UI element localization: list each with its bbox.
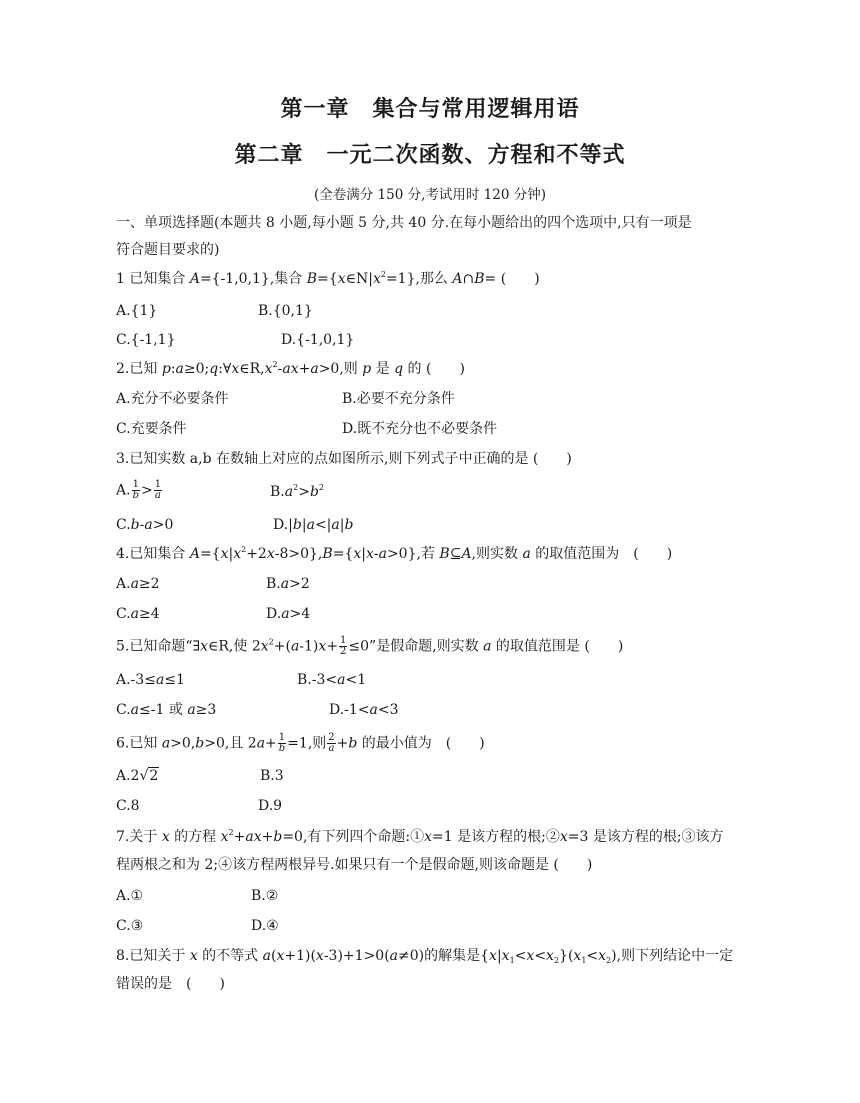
question-7-option-d[interactable]: D.④ (251, 918, 279, 934)
question-4-option-a[interactable]: A.a≥2 (116, 576, 160, 592)
question-5-stem: 5.已知命题“∃x∈R,使 $2x^2+(a-1)x+$ $\frac{1}{2}$ ≤0”是假命题,则实数 a 的取值范围是 ( ) (116, 635, 624, 657)
question-3-option-b[interactable]: $B.a^2>b^2$ (270, 483, 324, 500)
question-1-option-a[interactable]: A.{1} (116, 303, 158, 319)
question-2-option-d[interactable]: D.既不充分也不必要条件 (342, 421, 498, 437)
question-2-option-c[interactable]: C.充要条件 (116, 421, 187, 437)
question-6-stem: 6.已知 a>0,b>0,且 2a+ $\frac{1}{b}$ =1,则 $\frac{2}{a}$ +b 的最小值为 ( ) (116, 732, 485, 754)
question-3-option-c[interactable]: C.b-a>0 (116, 517, 174, 533)
question-2-stem: 2.已知 $p:a\ge 0;q:\forall x\in R,x^2-ax+a>0$,则 p 是 q 的 ( ) (116, 360, 465, 377)
question-4-option-b[interactable]: B.a>2 (266, 576, 310, 592)
section-instructions-line2: 符合题目要求的) (116, 242, 220, 258)
chapter-1-title: 第一章 集合与常用逻辑用语 (280, 97, 580, 122)
question-6-option-a[interactable]: A.2√2 (116, 768, 159, 784)
question-5-option-d[interactable]: D.-1<a<3 (329, 702, 399, 718)
exam-note: (全卷满分 150 分,考试用时 120 分钟) (313, 187, 547, 203)
question-6-option-b[interactable]: B.3 (260, 768, 284, 784)
question-3-option-a[interactable]: A. $\frac{1}{b}$ > $\frac{1}{a}$ (116, 479, 162, 501)
chapter-2-title: 第二章 一元二次函数、方程和不等式 (234, 143, 626, 168)
question-1-option-c[interactable]: C.{-1,1} (116, 332, 176, 348)
question-8-stem-line2: 错误的是 ( ) (116, 976, 225, 992)
question-5-option-a[interactable]: A.-3≤a≤1 (116, 672, 185, 688)
question-7-option-b[interactable]: B.② (251, 888, 279, 904)
question-1-option-d[interactable]: D.{-1,0,1} (281, 332, 355, 348)
question-4-option-c[interactable]: C.a≥4 (116, 606, 160, 622)
question-4-stem: 4.已知集合 $A=\{x|x^2+2x-8>0\},B=\{x|x-a>0\}$,若 B⊆A,则实数 a 的取值范围为 ( ) (116, 545, 673, 562)
question-1-stem: 1 已知集合 A={-1,0,1},集合 $B=\{x\in N|x^2=1\}$,那么 A∩B= ( ) (116, 270, 540, 287)
question-8-stem-line1: 8.已知关于 x 的不等式 a(x+1)(x-3)+1>0(a≠0)的解集是$\{x|x_1<x<x_2\}(x_1<x_2)$,则下列结论中一定 (116, 948, 734, 965)
question-5-option-b[interactable]: B.-3<a<1 (297, 672, 367, 688)
question-6-option-d[interactable]: D.9 (258, 798, 283, 814)
question-3-stem: 3.已知实数 a,b 在数轴上对应的点如图所示,则下列式子中正确的是 ( ) (116, 451, 572, 467)
question-3-option-d[interactable]: D.|b|a<|a|b (273, 517, 354, 533)
question-1-option-b[interactable]: B.{0,1} (258, 303, 313, 319)
question-2-option-a[interactable]: A.充分不必要条件 (116, 391, 229, 407)
question-7-option-c[interactable]: C.③ (116, 918, 144, 934)
question-7-stem-line1: 7.关于 x 的方程 $x^2+ax+b=0$,有下列四个命题:①x=1 是该方程的根;②x=3 是该方程的根;③该方 (116, 828, 724, 845)
question-2-option-b[interactable]: B.必要不充分条件 (342, 391, 455, 407)
question-6-option-c[interactable]: C.8 (116, 798, 140, 814)
section-instructions-line1: 一、单项选择题(本题共 8 小题,每小题 5 分,共 40 分.在每小题给出的四个选项中,只有一项是 (116, 215, 692, 231)
question-5-option-c[interactable]: C.a≤-1 或 a≥3 (116, 702, 217, 718)
question-7-stem-line2: 程两根之和为 2;④该方程两根异号.如果只有一个是假命题,则该命题是 ( ) (116, 857, 593, 873)
question-7-option-a[interactable]: A.① (116, 888, 144, 904)
question-4-option-d[interactable]: D.a>4 (266, 606, 311, 622)
